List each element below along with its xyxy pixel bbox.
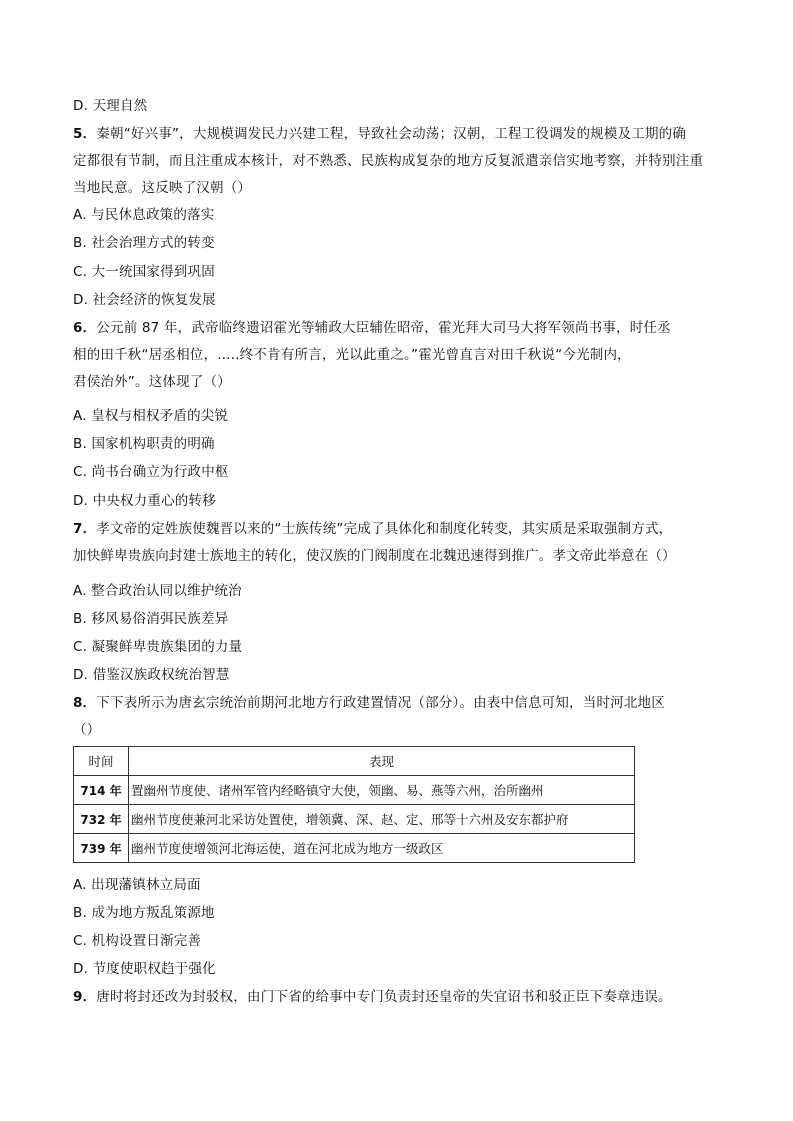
row-2-year: 732 年 <box>74 805 129 834</box>
q7-option-d: D. 借鉴汉族政权统治智慧 <box>73 667 230 683</box>
q7-number: 7． <box>73 521 97 537</box>
q4-option-d: D. 天理自然 <box>73 98 148 114</box>
q5-stem-line-3: 当地民意。这反映了汉朝（） <box>73 180 252 196</box>
row-3-desc: 幽州节度使增领河北海运使，道在河北成为地方一级政区 <box>129 834 635 863</box>
q7-stem-line-1: 7．孝文帝的定姓族使魏晋以来的“士族传统”完成了具体化和制度化转变，其实质是采取强制方式， <box>73 521 673 537</box>
header-performance: 表现 <box>129 747 635 776</box>
q8-stem-line-2: （） <box>73 722 101 738</box>
row-1-desc: 置幽州节度使、诸州军管内经略镇守大使，领幽、易、燕等六州，治所幽州 <box>129 776 635 805</box>
row-2-desc: 幽州节度使兼河北采访处置使，增领冀、深、赵、定、邢等十六州及安东都护府 <box>129 805 635 834</box>
q9-number: 9． <box>73 989 97 1005</box>
q6-stem-line-3: 君侯治外”。这体现了（） <box>73 374 231 390</box>
q7-stem-line-2: 加快鲜卑贵族向封建士族地主的转化，使汉族的门阀制度在北魏迅速得到推广。孝文帝此举意在（） <box>73 548 676 564</box>
table-header-row <box>74 747 635 776</box>
q6-stem-line-1: 6．公元前 87 年，武帝临终遗诏霍光等辅政大臣辅佐昭帝，霍光拜大司马大将军领尚书事，时任丞 <box>73 320 671 336</box>
q7-option-a: A. 整合政治认同以维护统治 <box>73 583 242 599</box>
q5-option-b: B. 社会治理方式的转变 <box>73 235 215 251</box>
q7-option-b: B. 移风易俗消弭民族差异 <box>73 611 229 627</box>
q5-option-a: A. 与民休息政策的落实 <box>73 207 215 223</box>
q9-stem-line-1: 9．唐时将封还改为封驳权，由门下省的给事中专门负责封还皇帝的失宜诏书和驳正臣下奏章违误。 <box>73 989 672 1005</box>
header-time: 时间 <box>74 747 129 776</box>
q5-stem-line-2: 定都很有节制，而且注重成本核计，对不熟悉、民族构成复杂的地方反复派遣亲信实地考察，并特别注重 <box>73 153 704 169</box>
q7-option-c: C. 凝聚鲜卑贵族集团的力量 <box>73 639 243 655</box>
q8-option-d: D. 节度使职权趋于强化 <box>73 961 216 977</box>
table-row <box>74 776 635 805</box>
table-row <box>74 834 635 863</box>
q6-stem-line-2: 相的田千秋“居丞相位，.....终不肯有所言，光以此重之。”霍光曾直言对田千秋说“今光制内， <box>73 347 631 363</box>
q8-stem-line-1: 8．下下表所示为唐玄宗统治前期河北地方行政建置情况（部分）。由表中信息可知，当时河北地区 <box>73 695 665 711</box>
q8-option-b: B. 成为地方叛乱策源地 <box>73 905 215 921</box>
q5-stem-line-1: 5．秦朝“好兴事”，大规模调发民力兴建工程，导致社会动荡；汉朝，工程工役调发的规模及工期的确 <box>73 126 687 142</box>
q6-number: 6． <box>73 320 97 336</box>
admin-table <box>73 746 635 863</box>
q6-option-d: D. 中央权力重心的转移 <box>73 493 216 509</box>
q6-option-b: B. 国家机构职责的明确 <box>73 436 215 452</box>
q5-number: 5． <box>73 126 97 142</box>
q6-option-c: C. 尚书台确立为行政中枢 <box>73 464 229 480</box>
row-3-year: 739 年 <box>74 834 129 863</box>
table-row <box>74 805 635 834</box>
q6-option-a: A. 皇权与相权矛盾的尖锐 <box>73 408 229 424</box>
q8-number: 8． <box>73 695 97 711</box>
q5-option-c: C. 大一统国家得到巩固 <box>73 264 215 280</box>
row-1-year: 714 年 <box>74 776 129 805</box>
q8-option-c: C. 机构设置日渐完善 <box>73 933 202 949</box>
q5-option-d: D. 社会经济的恢复发展 <box>73 292 216 308</box>
q8-option-a: A. 出现藩镇林立局面 <box>73 877 201 893</box>
